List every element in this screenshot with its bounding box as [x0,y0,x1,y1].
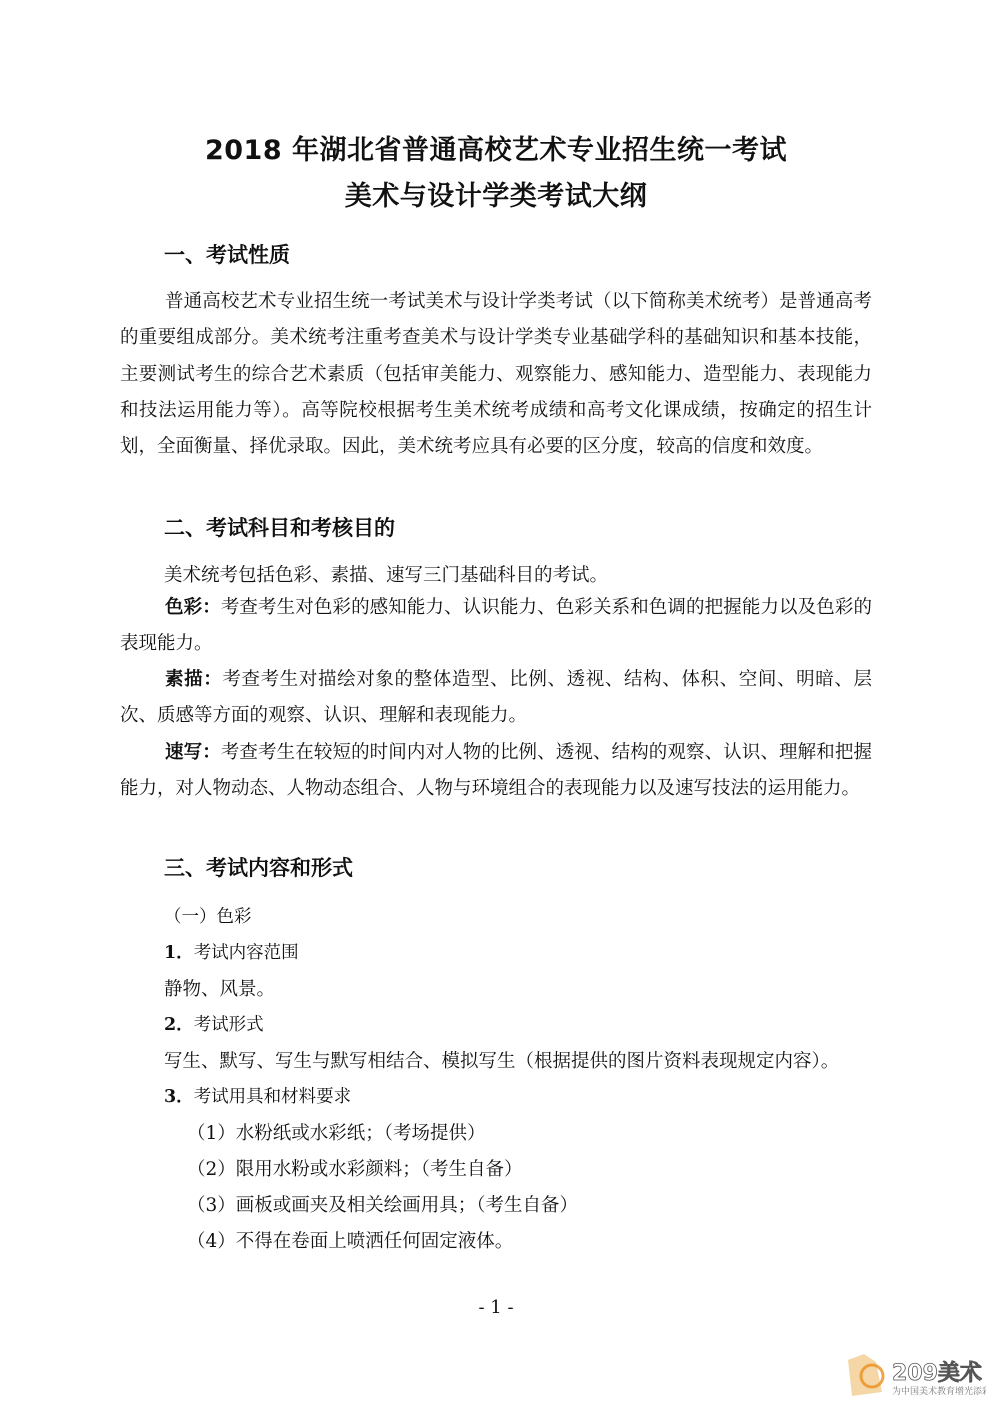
item-1-number: 1． [164,943,194,963]
subject-color-text: 考查考生对色彩的感知能力、认识能力、色彩关系和色调的把握能力以及色彩的表现能力。 [120,597,872,655]
watermark-logo-text: 209美术 [892,1361,982,1386]
item-2-heading [164,1011,264,1036]
section-2-intro: 美术统考包括色彩、素描、速写三门基础科目的考试。 [164,565,609,586]
item-1-heading [164,939,299,964]
section-1-heading: 一、考试性质 [164,243,290,267]
watermark-slogan-text: 为中国美术教育增光添彩 [892,1387,986,1397]
watermark-logo [846,1352,986,1398]
material-2: （2）限用水粉或水彩颜料；（考生自备） [187,1159,523,1180]
subject-quick-sketch-text: 考查考生在较短的时间内对人物的比例、透视、结构的观察、认识、理解和把握能力，对人物动态、人物动态组合、人物与环境组合的表现能力以及速写技法的运用能力。 [120,742,872,800]
doc-title-line2: 美术与设计学类考试大纲 [344,181,648,212]
section-1-paragraph: 普通高校艺术专业招生统一考试美术与设计学类考试（以下简称美术统考）是普通高考的重要组成部分。美术统考注重考查美术与设计学类专业基础学科的基础知识和基本技能，主要测试考生的综合艺术素质（包括审美能力、观察能力、感知能力、造型能力、表现能力和技法运用能力等）。高等院校根据考生美术统考成绩和高考文化课成绩，按确定的招生计划，全面衡量、择优录取。因此，美术统考应具有必要的区分度，较高的信度和效度。 [120,291,872,458]
item-1-title: 考试内容范围 [193,943,299,963]
subsection-color: （一）色彩 [164,907,252,927]
item-2-title: 考试形式 [193,1015,264,1035]
page-number: - 1 - [478,1297,514,1318]
watermark-logo-graphic [846,1352,986,1398]
subject-quick-sketch-label: 速写： [165,742,221,763]
item-3-title: 考试用具和材料要求 [193,1087,352,1107]
watermark-emblem-icon [848,1354,882,1396]
item-3-number: 3． [164,1087,194,1107]
material-1: （1）水粉纸或水彩纸；（考场提供） [187,1123,486,1144]
subject-sketch-paragraph [120,662,872,735]
subject-quick-sketch-paragraph [120,735,872,808]
item-2-number: 2． [164,1015,194,1035]
item-2-text: 写生、默写、写生与默写相结合、模拟写生（根据提供的图片资料表现规定内容）。 [164,1051,840,1072]
subject-sketch-label: 素描： [165,669,223,690]
material-3: （3）画板或画夹及相关绘画用具；（考生自备） [187,1195,579,1216]
section-2-heading: 二、考试科目和考核目的 [164,516,395,540]
material-4: （4）不得在卷面上喷洒任何固定液体。 [187,1231,514,1252]
subject-sketch-text: 考查考生对描绘对象的整体造型、比例、透视、结构、体积、空间、明暗、层次、质感等方面的观察、认识、理解和表现能力。 [120,669,872,727]
item-1-text: 静物、风景。 [164,979,276,1000]
section-3-heading: 三、考试内容和形式 [164,856,353,880]
doc-title-line1: 2018 年湖北省普通高校艺术专业招生统一考试 [204,135,788,166]
item-3-heading [164,1083,351,1108]
subject-color-paragraph [120,590,872,663]
subject-color-label: 色彩： [165,597,221,618]
